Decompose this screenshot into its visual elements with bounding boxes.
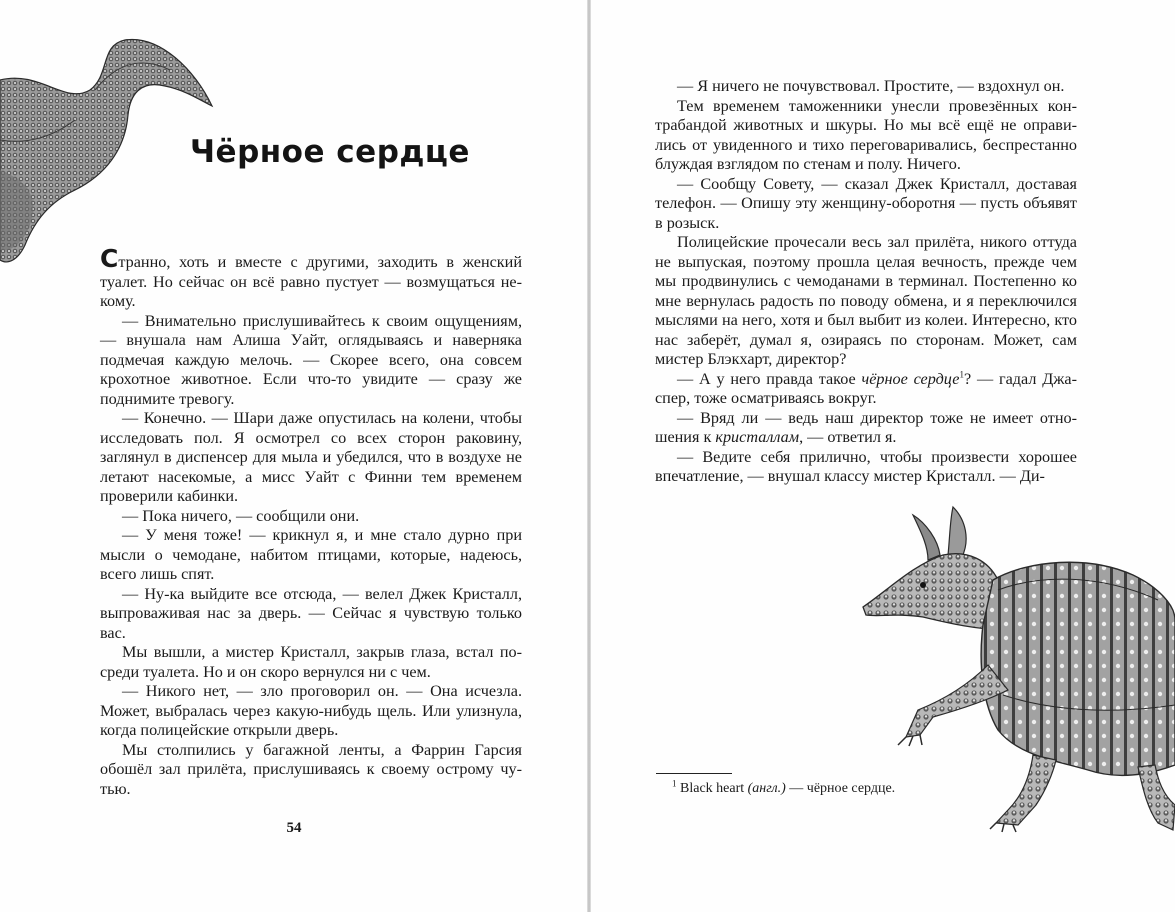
paragraph: — А у него правда такое чёрное сердце$^1$? — гадал Джаспер, тоже осматриваясь вокруг.: [655, 369, 1078, 407]
drop-cap: С: [100, 244, 119, 273]
paragraph: — Ну-ка выйдите все отсюда, — велел Джек Кристалл, выпроваживая нас за дверь. — Сейчас я чувствую только вас.: [100, 584, 522, 642]
footnote-divider: [656, 773, 732, 774]
italic-phrase: чёрное сердце: [861, 369, 960, 388]
paragraph: — Пока ничего, — сообщили они.: [122, 506, 360, 525]
paragraph: Странно, хоть и вместе с другими, заходить в женский туалет. Но сейчас он всё равно пустует — возмущаться некому.: [100, 244, 522, 310]
paragraph: — У меня тоже! — крикнул я, и мне стало дурно при мысли о чемодане, набитом птицами, которые, надеюсь, всего лишь спят.: [100, 526, 522, 583]
paragraph: — Вряд ли — ведь наш директор тоже не имеет отношения к кристаллам, — ответил я.: [655, 408, 1077, 446]
paragraph: — Ведите себя прилично, чтобы произвести хорошее впечатление, — внушал классу мистер Кристалл. — Ди-: [655, 447, 1077, 485]
paragraph: — Никого нет, — зло проговорил он. — Она исчезла. Может, выбралась через какую-нибудь щель. Или улизнула, когда полицейские открыли дверь.: [100, 682, 522, 739]
paragraph: — Сообщу Совету, — сказал Джек Кристалл, доставая телефон. — Опишу эту женщину-оборотня — пусть объявят в розыск.: [655, 174, 1077, 232]
paragraph: Мы столпились у багажной ленты, а Фаррин Гарсия обошёл зал прилёта, прислушиваясь к своему острому чутью.: [100, 740, 522, 798]
footnote-mark: 1: [672, 778, 677, 789]
paragraph: — Внимательно прислушивайтесь к своим ощущениям, — внушала нам Алиша Уайт, оглядываясь и наверняка подмечая каждую мелочь. — Скорее всего, она совсем крохотное животное. Если что-то увидите — сразу же поднимите тревогу.: [100, 311, 522, 408]
paragraph: — Конечно. — Шари даже опустилась на колени, чтобы исследовать пол. Я осмотрел со всех сторон раковину, заглянул в диспенсер для мыла и убедился, что в воздухе не летают насекомые, а мисс Уайт с Финни тем временем проверили кабинки.: [100, 409, 522, 505]
footnote: $^1$ Black heart (англ.) — чёрное сердце.: [672, 778, 896, 796]
left-body-text: [100, 244, 522, 799]
paragraph: Мы вышли, а мистер Кристалл, закрыв глаза, встал посреди туалета. Но и он скоро вернулся ни с чем.: [100, 643, 522, 681]
italic-phrase: кристаллам: [715, 428, 800, 446]
paragraph: — Я ничего не почувствовал. Простите, — вздохнул он.: [677, 77, 1065, 95]
page-number: 54: [286, 820, 302, 836]
right-body-text: [655, 77, 1077, 487]
paragraph: Тем временем таможенники унесли провезённых контрабандой животных и шкуры. Но мы всё ещё не оправились от увиденного и тихо переговаривались, беспрестанно блуждая взглядом по стенам и полу. Ничего.: [655, 96, 1077, 173]
footnote-italic: (англ.): [747, 781, 786, 796]
footnote-ref[interactable]: 1: [959, 369, 964, 380]
paragraph: Полицейские прочесали весь зал прилёта, никого оттуда не выпуская, поэтому прошла целая вечность, прежде чем мы продвинулись с чемоданами в терминал. Постепенно ко мне вернулась радость по поводу обмена, и я переключился мыслями на него, хотя и был выбит из колеи. Интересно, кто нас заберёт, думал я, озираясь по сторонам. Может, сам мистер Блэкхарт, директор?: [655, 233, 1077, 368]
chapter-title: Чёрное сердце: [190, 134, 470, 170]
